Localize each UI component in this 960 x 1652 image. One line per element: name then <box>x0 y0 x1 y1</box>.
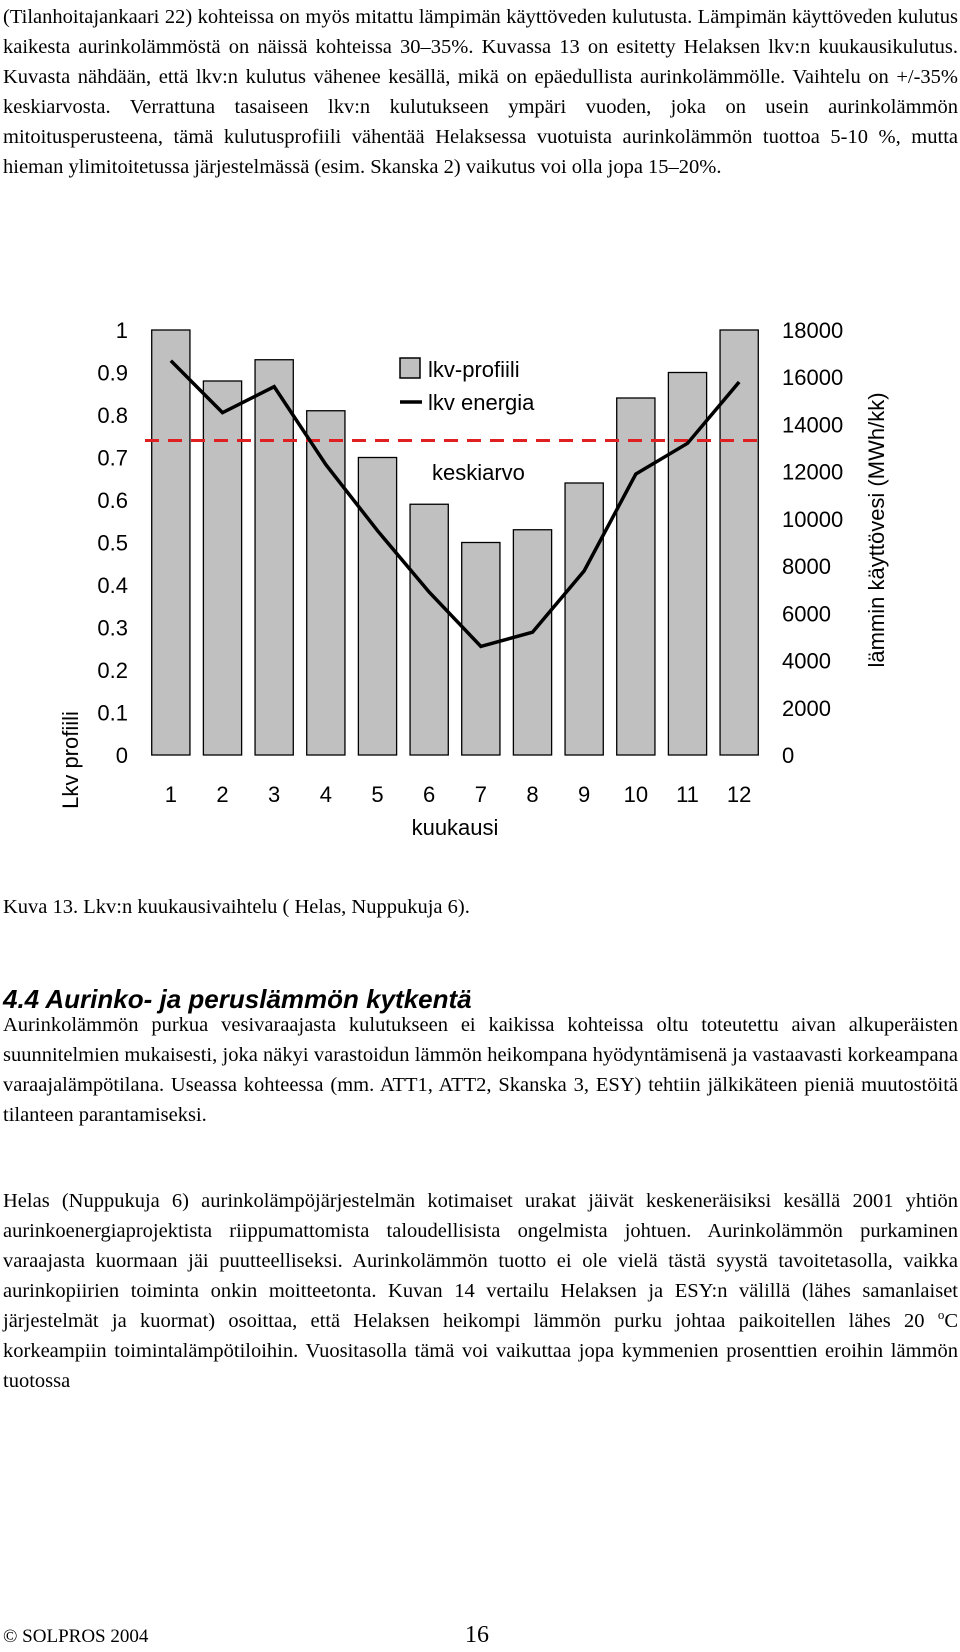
y-axis-right-label: lämmin käyttövesi (MWh/kk) <box>864 392 889 668</box>
x-tick-label: 5 <box>371 782 384 807</box>
x-tick-label: 7 <box>474 782 487 807</box>
y-right-tick-label: 8000 <box>782 554 831 580</box>
y-right-tick-label: 16000 <box>782 365 844 391</box>
bar-month-3 <box>255 360 293 755</box>
page-number: 16 <box>465 1622 489 1648</box>
figure-caption: Kuva 13. Lkv:n kuukausivaihtelu ( Helas, Nuppukuja 6). <box>3 896 470 918</box>
x-tick-label: 2 <box>216 782 229 807</box>
y-right-tick-label: 10000 <box>782 506 844 532</box>
footer-copyright: © SOLPROS 2004 <box>3 1626 149 1647</box>
y-right-tick-label: 2000 <box>782 695 831 721</box>
x-tick-label: 3 <box>268 782 281 807</box>
y-right-tick-label: 18000 <box>782 320 844 343</box>
y-left-tick-label: 0.7 <box>97 445 128 471</box>
x-tick-label: 11 <box>676 782 699 807</box>
bar-month-8 <box>513 530 551 755</box>
y-right-tick-label: 4000 <box>782 648 831 674</box>
y-left-tick-label: 0 <box>115 743 128 768</box>
x-tick-label: 1 <box>164 782 177 807</box>
mean-line-label: keskiarvo <box>432 460 525 485</box>
degree-sup: o <box>937 1307 945 1323</box>
x-axis-label: kuukausi <box>411 815 499 840</box>
x-tick-label: 4 <box>319 782 332 807</box>
y-left-tick-label: 0.3 <box>97 615 128 641</box>
y-left-tick-label: 0.1 <box>97 700 128 726</box>
y-right-tick-label: 6000 <box>782 601 831 627</box>
y-left-tick-label: 0.9 <box>97 360 128 386</box>
bar-month-2 <box>203 381 241 755</box>
y-right-tick-label: 14000 <box>782 412 844 438</box>
legend-line-label: lkv energia <box>428 390 535 415</box>
y-left-tick-label: 0.2 <box>97 658 128 683</box>
x-tick-label: 9 <box>578 782 591 807</box>
lkv-monthly-chart <box>0 320 960 880</box>
bar-month-6 <box>410 504 448 755</box>
y-left-tick-label: 0.6 <box>97 488 128 513</box>
y-left-tick-label: 0.8 <box>97 403 128 428</box>
y-right-tick-label: 12000 <box>782 459 844 485</box>
y-axis-left-label: Lkv profiili <box>58 711 83 809</box>
bar-month-7 <box>462 543 500 756</box>
legend-bar-swatch <box>400 358 420 378</box>
bar-month-12 <box>720 330 758 755</box>
legend-bar-label: lkv-profiili <box>428 357 520 382</box>
paragraph-2: Aurinkolämmön purkua vesivaraajasta kulutukseen ei kaikissa kohteissa oltu toteutettu aivan alkuperäisten suunnitelmien mukaisesti, joka näkyi varastoidun lämmön heikompana hyödyntämisenä ja vastaavasti korkeampana varaajalämpötilana. Useassa kohteessa (mm. ATT1, ATT2, Skanska 3, ESY) tehtiin jälkikäteen pieniä muutostöitä tilanteen parantamiseksi. <box>3 1014 958 1126</box>
x-tick-label: 6 <box>423 782 436 807</box>
y-left-tick-label: 0.5 <box>97 530 128 556</box>
y-right-tick-label: 0 <box>782 743 795 768</box>
paragraph-3-text-b: C korkeampiin toimintalämpötiloihin. Vuositasolla tämä voi vaikuttaa jopa kymmenien prosenttien eroihin lämmön tuotossa <box>3 1310 958 1392</box>
x-tick-label: 12 <box>726 782 752 807</box>
section-heading: 4.4 Aurinko- ja peruslämmön kytkentä <box>3 984 472 1014</box>
intro-paragraph: (Tilanhoitajankaari 22) kohteissa on myös mitattu lämpimän käyttöveden kulutusta. Lämpimän käyttöveden kulutus kaikesta aurinkolämmöstä on näissä kohteissa 30–35%. Kuvassa 13 on esitetty Helaksen lkv:n kuukausikulutus. Kuvasta nähdään, että lkv:n kulutus vähenee kesällä, mikä on epäedullista aurinkolämmölle. Vaihtelu on +/-35% keskiarvosta. Verrattuna tasaiseen lkv:n kulutukseen ympäri vuoden, joka on usein aurinkolämmön mitoitusperusteena, tämä kulutusprofiili vähentää Helaksessa vuotuista aurinkolämmön tuottoa 5-10 %, mutta hieman ylimitoitetussa järjestelmässä (esim. Skanska 2) vaikutus voi olla jopa 15–20%. <box>3 6 958 178</box>
x-tick-label: 8 <box>526 782 539 807</box>
bar-month-10 <box>617 398 655 755</box>
y-left-tick-label: 1 <box>115 320 128 343</box>
bar-month-9 <box>565 483 603 755</box>
paragraph-3 <box>3 1186 958 1396</box>
paragraph-3-text-a: Helas (Nuppukuja 6) aurinkolämpöjärjestelmän kotimaiset urakat jäivät keskeneräisiksi kesällä 2001 yhtiön aurinkoenergiaprojektista riippumattomista taloudellisista ongelmista johtuen. Aurinkolämmön purkaminen varaajasta kuormaan jäi puutteelliseksi. Aurinkolämmön tuotto ei ole vielä tästä syystä tavoitetasolla, vaikka aurinkopiirien toiminta onkin moitteetonta. Kuvan 14 vertailu Helaksen ja ESY:n välillä (lähes samanlaiset järjestelmät ja kuormat) osoittaa, että Helaksen heikompi lämmön purku johtaa paikoitellen lähes 20 <box>3 1190 958 1332</box>
x-tick-label: 10 <box>623 782 649 807</box>
legend <box>400 357 535 415</box>
bar-month-5 <box>358 458 396 756</box>
y-left-tick-label: 0.4 <box>97 573 128 598</box>
bar-month-1 <box>152 330 190 755</box>
